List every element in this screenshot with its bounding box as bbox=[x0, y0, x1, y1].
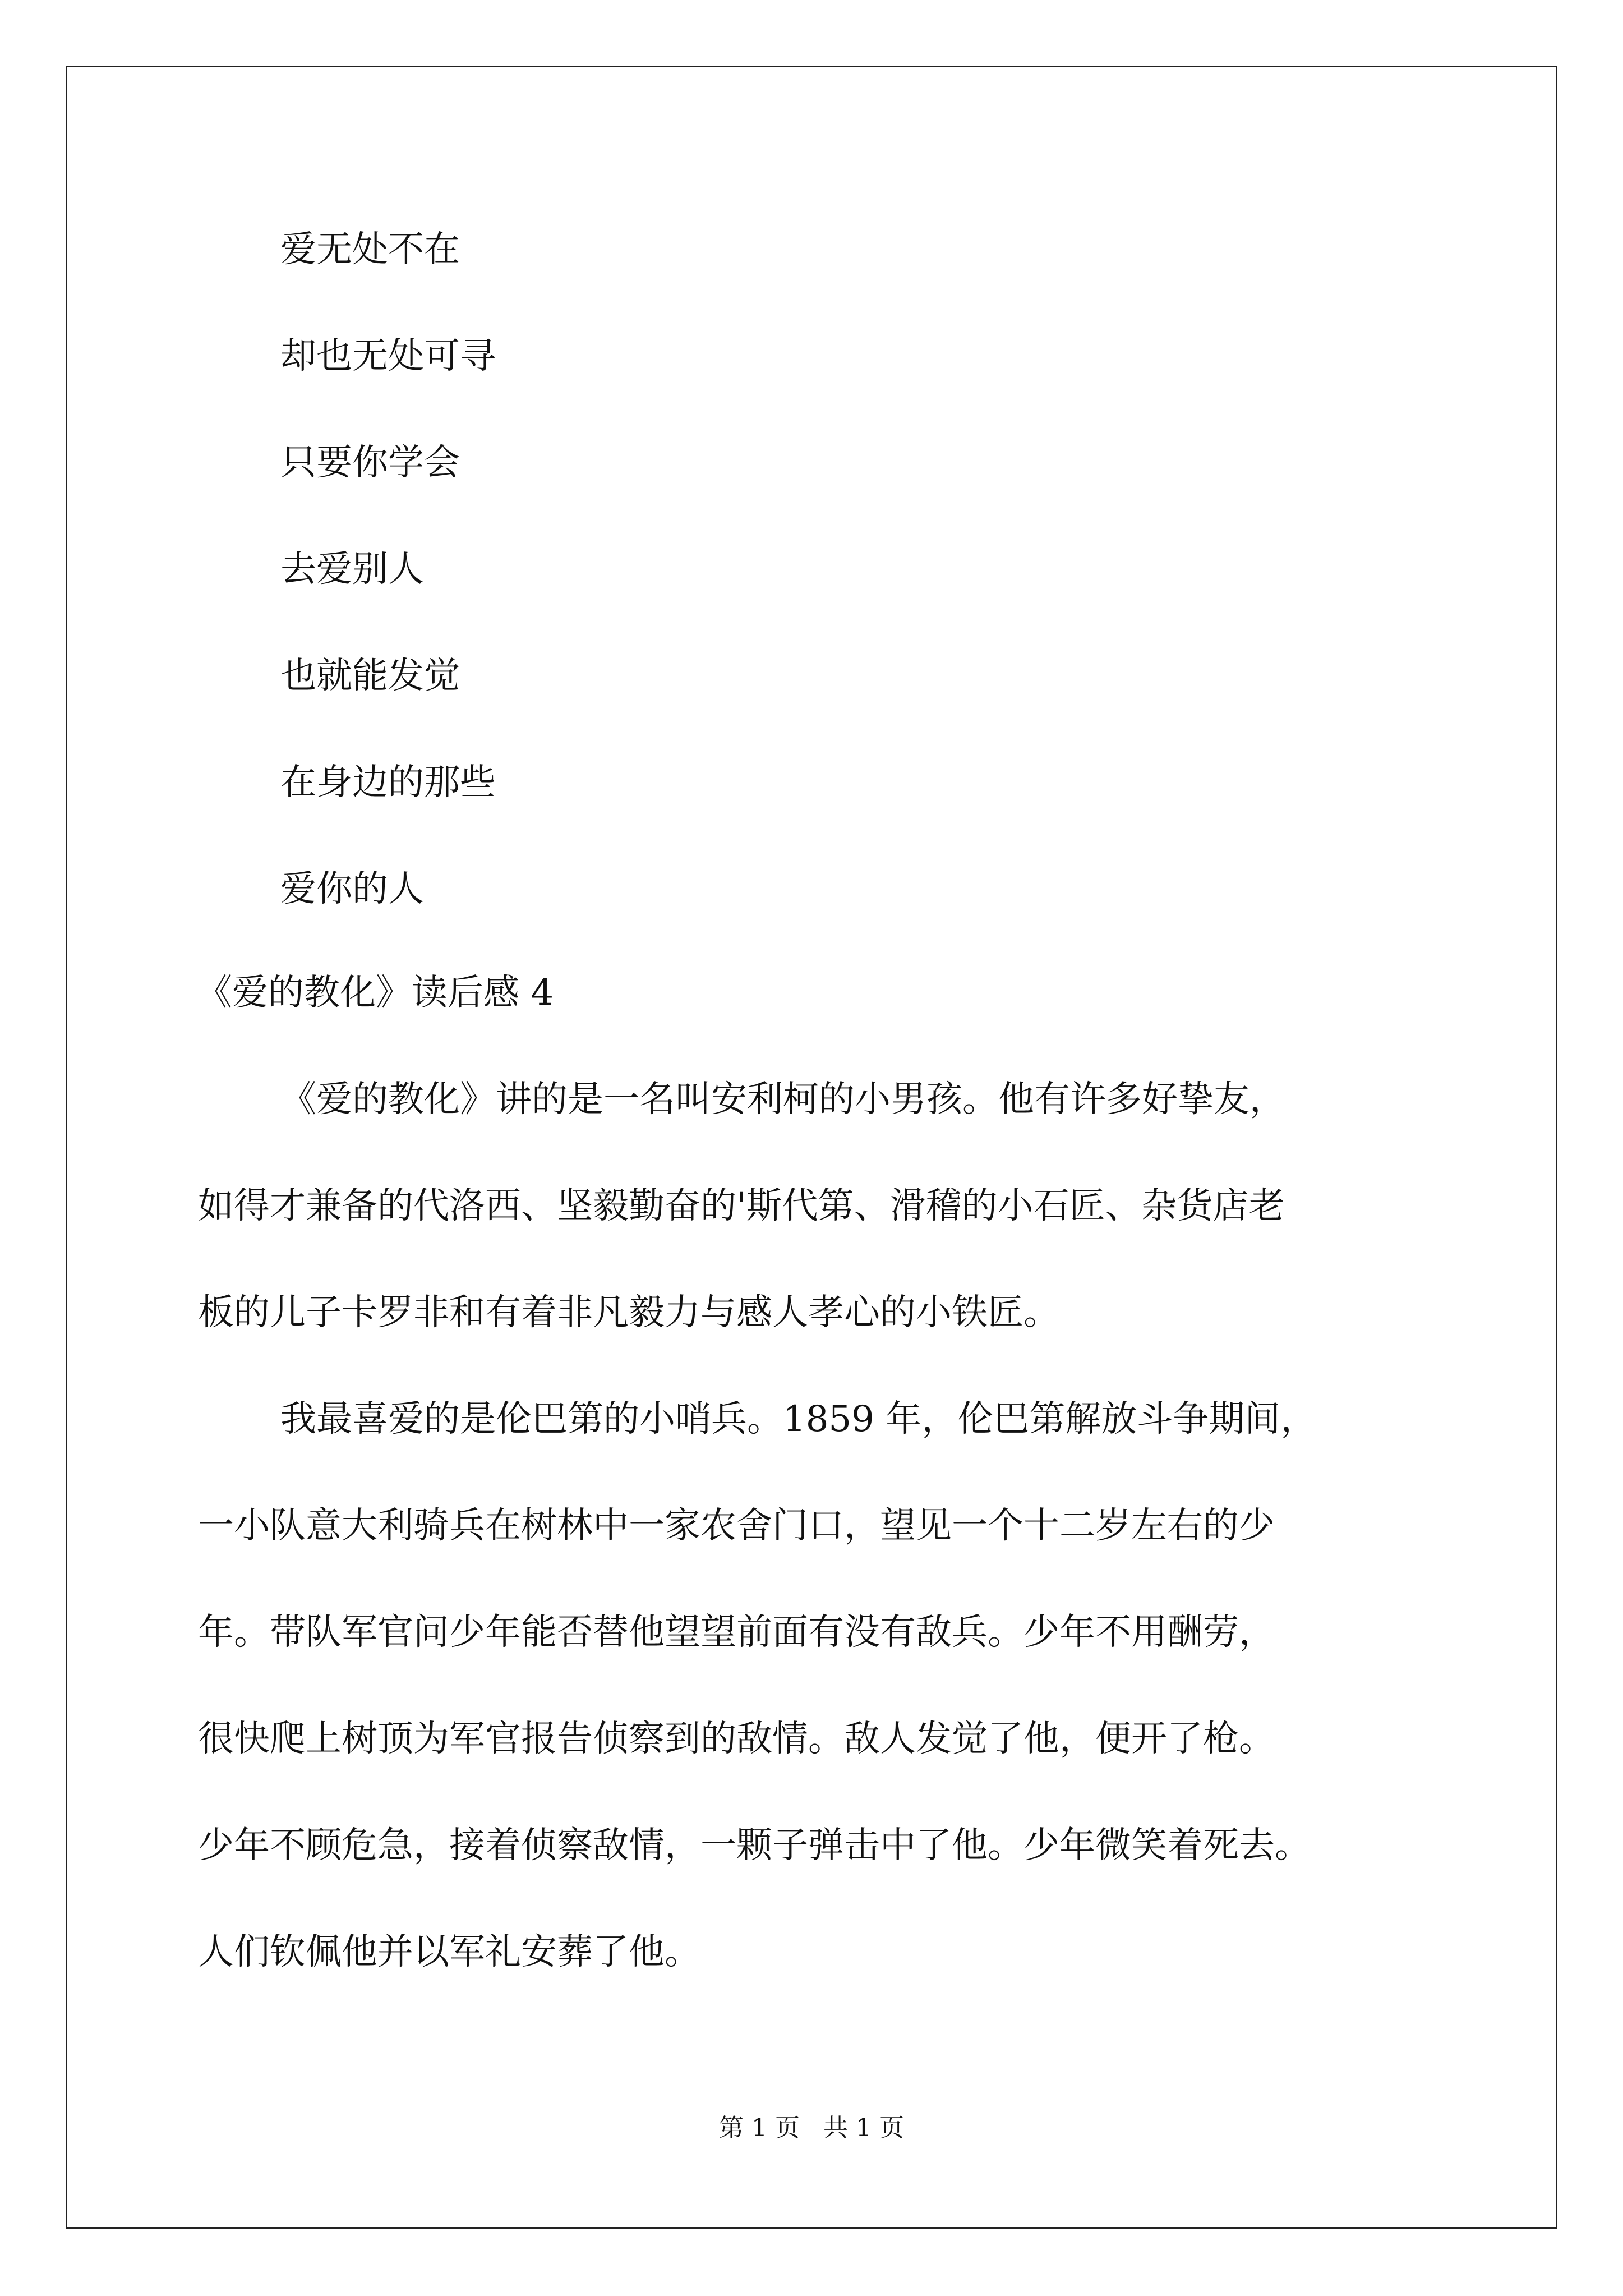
poem-line: 在身边的那些 bbox=[280, 762, 496, 803]
poem-line: 爱无处不在 bbox=[280, 229, 460, 270]
paragraph-line: 如得才兼备的代洛西、坚毅勤奋的'斯代第、滑稽的小石匠、杂货店老 bbox=[198, 1185, 1285, 1227]
paragraph-line: 板的儿子卡罗非和有着非凡毅力与感人孝心的小铁匠。 bbox=[198, 1292, 1059, 1333]
paragraph-line: 人们钦佩他并以军礼安葬了他。 bbox=[198, 1931, 700, 1973]
poem-line: 去爱别人 bbox=[280, 549, 424, 590]
page-footer: 第 1 页 共 1 页 bbox=[719, 2114, 904, 2142]
paragraph-line: 《爱的教化》讲的是一名叫安利柯的小男孩。他有许多好挚友， bbox=[280, 1079, 1285, 1120]
poem-line: 也就能发觉 bbox=[280, 655, 460, 697]
paragraph-line: 年。带队军官问少年能否替他望望前面有没有敌兵。少年不用酬劳， bbox=[198, 1612, 1275, 1653]
paragraph-line: 一小队意大利骑兵在树林中一家农舍门口，望见一个十二岁左右的少 bbox=[198, 1505, 1275, 1547]
paragraph-line: 少年不顾危急，接着侦察敌情，一颗子弹击中了他。少年微笑着死去。 bbox=[198, 1825, 1311, 1866]
page-border bbox=[66, 66, 1557, 2229]
section-heading: 《爱的教化》读后感 4 bbox=[196, 972, 554, 1014]
poem-line: 只要你学会 bbox=[280, 442, 460, 484]
paragraph-line: 很快爬上树顶为军官报告侦察到的敌情。敌人发觉了他，便开了枪。 bbox=[198, 1718, 1275, 1760]
poem-line: 爱你的人 bbox=[280, 868, 424, 910]
paragraph-line: 我最喜爱的是伦巴第的小哨兵。1859 年，伦巴第解放斗争期间， bbox=[280, 1398, 1317, 1440]
poem-line: 却也无处可寻 bbox=[280, 335, 496, 377]
